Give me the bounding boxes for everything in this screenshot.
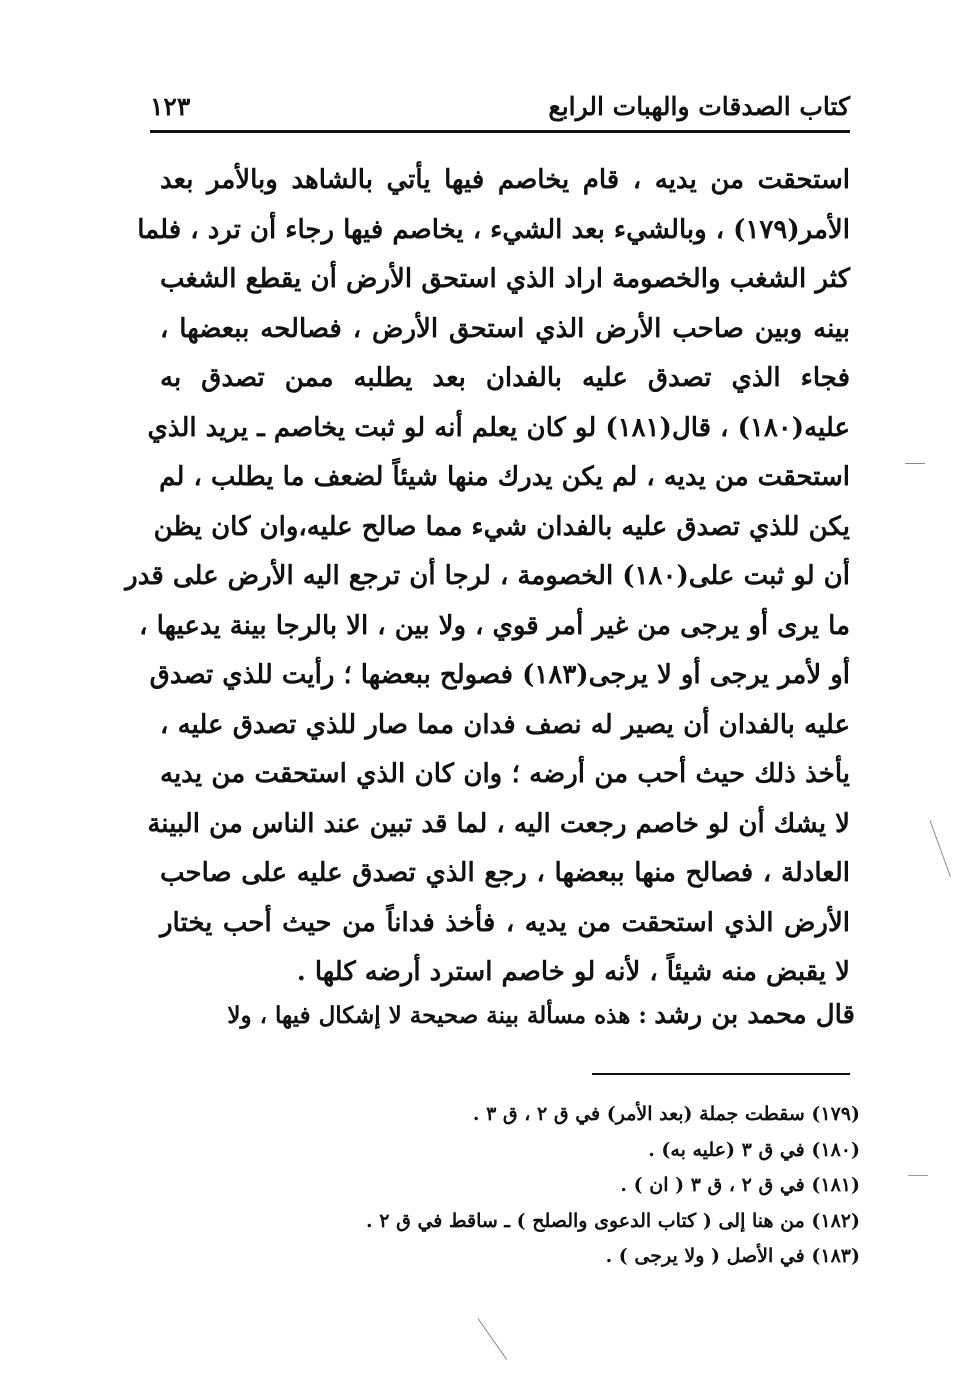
- text-line: بينه وبين صاحب الأرض الذي استحق الأرض ، فصالحه ببعضها ،: [160, 313, 850, 344]
- main-text: [125, 156, 850, 998]
- scan-artifact: [905, 463, 925, 464]
- text-line: الأرض الذي استحقت من يديه ، فأخذ فداناً من حيث أحب يختار: [160, 907, 850, 938]
- footnote: (١٨٢) من هنا إلى ( كتاب الدعوى والصلح ) ـ ساقط في ق ٢ .: [366, 1209, 860, 1232]
- text-line: عليه بالفدان أن يصير له نصف فدان مما صار للذي تصدق عليه ،: [160, 709, 850, 740]
- text-line: العادلة ، فصالح منها ببعضها ، رجع الذي تصدق عليه على صاحب: [160, 858, 850, 888]
- text-line: يكن للذي تصدق عليه بالفدان شيء مما صالح عليه،وان كان يظن: [153, 511, 850, 542]
- running-header: [150, 88, 850, 133]
- margin-mark: [908, 1175, 928, 1176]
- footnote-divider: [592, 1073, 850, 1075]
- text-line: لا يشك أن لو خاصم رجعت اليه ، لما قد تبين عند الناس من البينة: [147, 808, 850, 839]
- text-line: ما يرى أو يرجى من غير أمر قوي ، ولا بين ، الا بالرجا بينة يدعيها ،: [139, 610, 850, 641]
- text-line: الأمر(١٧٩) ، وبالشيء بعد الشيء ، يخاصم فيها رجاء أن ترد ، فلما: [137, 214, 850, 245]
- commentary-text: : هذه مسألة بينة صحيحة لا إشكال فيها ، ولا: [227, 1002, 647, 1029]
- commentary-line: [165, 1000, 855, 1030]
- page-number: ١٢٣: [150, 92, 191, 121]
- text-line: كثر الشغب والخصومة اراد الذي استحق الأرض أن يقطع الشغب: [160, 264, 850, 294]
- text-line: عليه(١٨٠) ، قال(١٨١) لو كان يعلم أنه لو ثبت يخاصم ـ يريد الذي: [147, 412, 850, 443]
- footnote: (١٨١) في ق ٢ ، ق ٣ ( ان ) .: [620, 1174, 860, 1196]
- scan-artifact: [478, 1318, 507, 1360]
- text-line: يأخذ ذلك حيث أحب من أرضه ؛ وان كان الذي استحقت من يديه: [160, 759, 850, 789]
- running-header-title: كتاب الصدقات والهبات الرابع: [548, 92, 850, 121]
- footnote: (١٨٣) في الأصل ( ولا يرجى ) .: [605, 1245, 860, 1267]
- text-line: أن لو ثبت على(١٨٠) الخصومة ، لرجا أن ترجع اليه الأرض على قدر: [125, 561, 850, 591]
- footnotes: [300, 1097, 860, 1275]
- scan-artifact: [930, 820, 951, 877]
- footnote: (١٨٠) في ق ٣ (عليه به) .: [648, 1138, 860, 1161]
- text-line: لا يقبض منه شيئاً ، لأنه لو خاصم استرد أرضه كلها .: [296, 957, 850, 987]
- text-line: أو لأمر يرجى أو لا يرجى(١٨٣) فصولح ببعضها ؛ رأيت للذي تصدق: [149, 660, 850, 690]
- commentary-speaker: قال محمد بن رشد: [654, 1000, 855, 1030]
- text-line: استحقت من يديه ، قام يخاصم فيها يأتي بالشاهد وبالأمر بعد: [160, 165, 850, 195]
- text-line: فجاء الذي تصدق عليه بالفدان بعد يطلبه ممن تصدق به: [160, 363, 850, 393]
- text-line: استحقت من يديه ، لم يكن يدرك منها شيئاً لضعف ما يطلب ، لم: [159, 462, 850, 492]
- footnote: (١٧٩) سقطت جملة (بعد الأمر) في ق ٢ ، ق ٣ .: [472, 1103, 860, 1125]
